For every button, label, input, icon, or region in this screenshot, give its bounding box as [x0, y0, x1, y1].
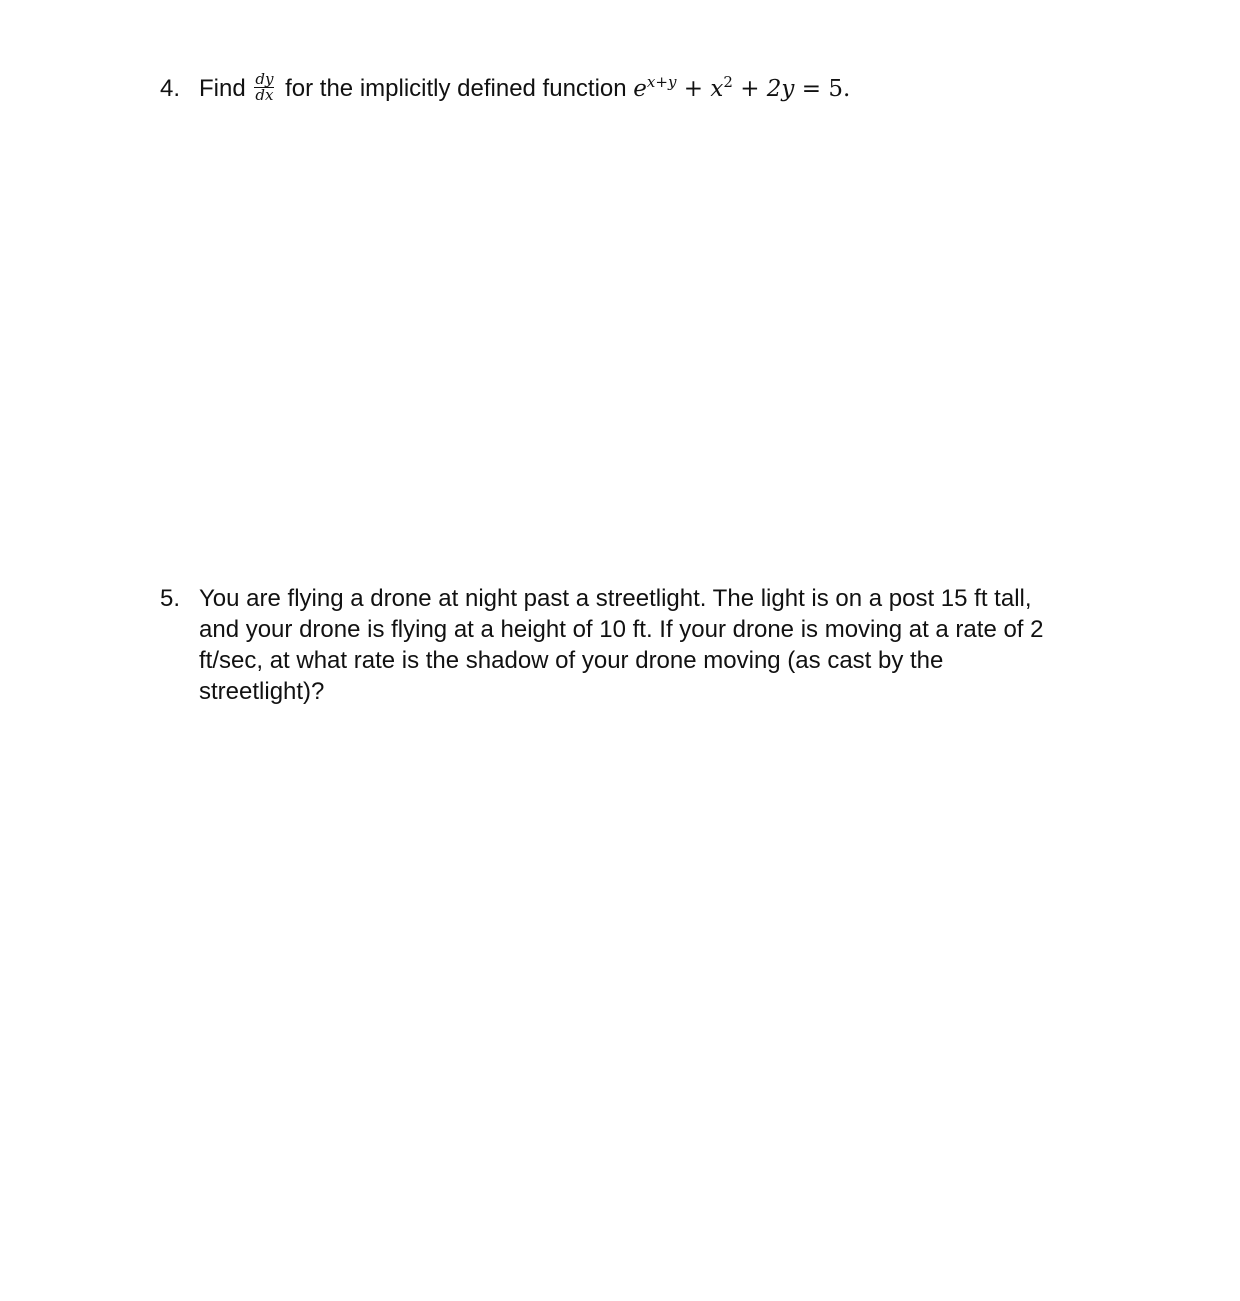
derivative-numerator: dy — [255, 70, 274, 89]
eq-x-exponent: 2 — [723, 73, 733, 91]
problem-5 — [160, 583, 1110, 707]
problem-5-line-2: and your drone is flying at a height of 10 ft. If your drone is moving at a rate of 2 — [199, 616, 1044, 643]
eq-plus-2: + — [740, 76, 760, 102]
eq-equals: = — [801, 76, 822, 102]
eq-exponent: x+y — [646, 73, 677, 91]
problem-5-number: 5. — [160, 585, 181, 612]
problem-4-prompt: for the implicitly defined function — [285, 75, 627, 102]
problem-5-line-1: You are flying a drone at night past a streetlight. The light is on a post 15 ft tall, — [199, 585, 1032, 612]
problem-5-line-3: ft/sec, at what rate is the shadow of your drone moving (as cast by the — [199, 647, 944, 674]
problem-4-text — [199, 70, 1110, 105]
eq-y-term: 2y — [766, 76, 795, 102]
derivative-denominator: dx — [255, 86, 274, 105]
eq-base: e — [633, 76, 647, 102]
problem-4 — [160, 70, 1110, 105]
derivative-fraction — [254, 72, 274, 103]
problem-5-line-4: streetlight)? — [199, 678, 325, 705]
implicit-equation — [633, 73, 851, 102]
problem-4-number: 4. — [160, 75, 181, 102]
eq-rhs: 5. — [828, 76, 851, 102]
eq-plus-1: + — [683, 76, 704, 102]
problem-5-text — [199, 583, 1110, 707]
eq-x-term: x — [710, 76, 724, 102]
problem-4-lead: Find — [199, 75, 246, 102]
